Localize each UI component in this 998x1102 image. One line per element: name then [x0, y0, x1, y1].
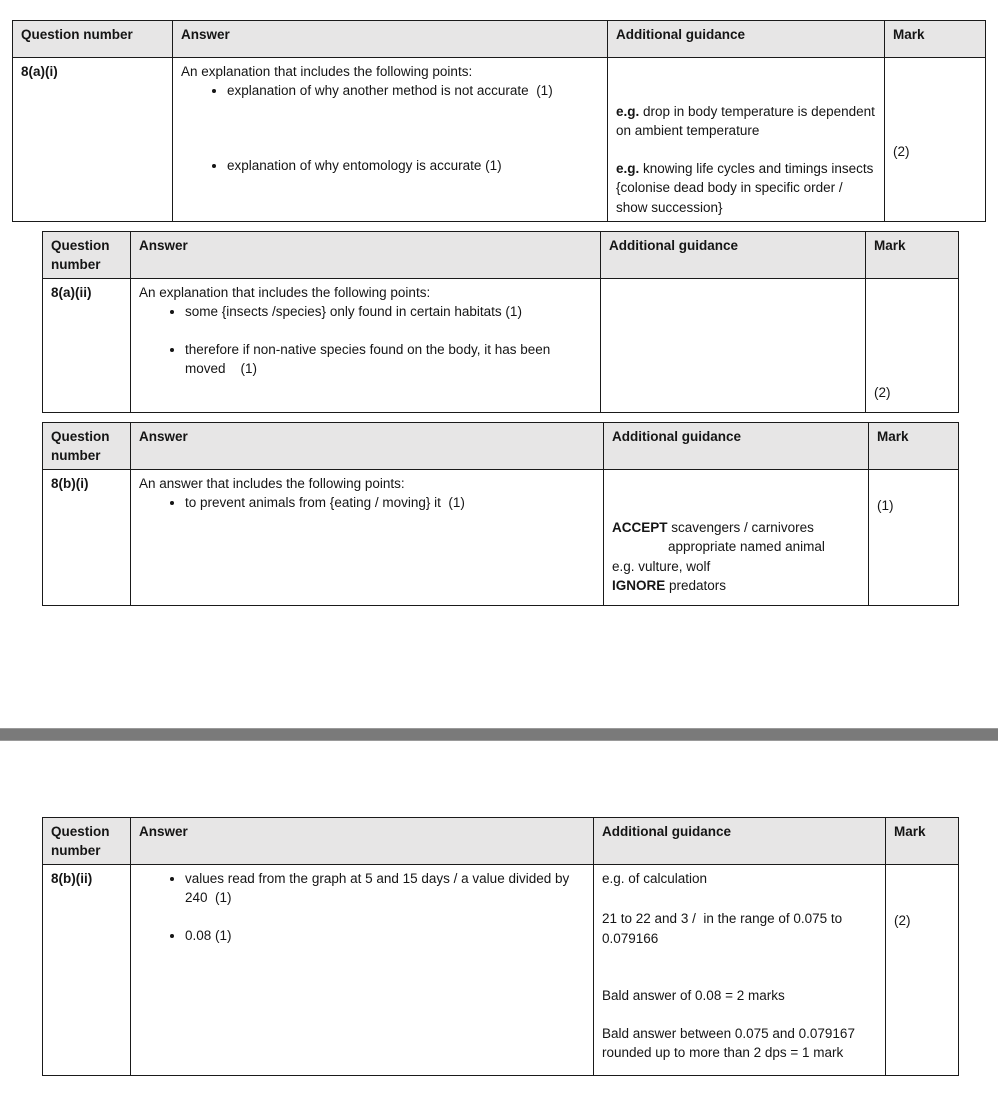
guidance-paragraph: e.g. vulture, wolf: [612, 558, 711, 574]
guidance-paragraph: 21 to 22 and 3 / in the range of 0.075 to 0.079166: [602, 911, 846, 946]
eg-label: e.g.: [616, 104, 640, 119]
table-row: [43, 470, 959, 606]
answer-bullet: • explanation of why entomology is accurate (1): [227, 156, 599, 175]
question-number-cell: 8(a)(i): [13, 58, 173, 222]
guidance-paragraph: [612, 518, 860, 537]
mark-cell: [886, 865, 959, 1076]
column-header-question-number: Question number: [13, 21, 173, 58]
guidance-text: drop in body temperature is dependent on ambient temperature: [616, 104, 879, 139]
mark-scheme-table-8ai: [12, 20, 986, 222]
guidance-paragraph: [616, 159, 876, 216]
column-header-question-number: Question number: [43, 423, 131, 470]
page-break-divider: [0, 728, 998, 741]
mark-value: (2): [893, 144, 910, 159]
mark-scheme-table-8bi: [42, 422, 959, 606]
question-number-cell: 8(b)(ii): [43, 865, 131, 1076]
column-header-additional-guidance: Additional guidance: [608, 21, 885, 58]
guidance-text: knowing life cycles and timings insects {colonise dead body in specific order / show succession}: [616, 161, 878, 215]
eg-label: e.g.: [616, 161, 640, 177]
answer-bullet: • to prevent animals from {eating / moving} it (1): [185, 493, 595, 512]
answer-cell: [131, 279, 601, 413]
answer-bullet-list: [139, 302, 592, 377]
column-header-question-number: Question number: [43, 232, 131, 279]
column-header-mark: Mark: [885, 21, 986, 58]
mark-value: (2): [874, 385, 891, 401]
answer-cell: [173, 58, 608, 222]
table-row: [43, 279, 959, 413]
answer-cell: [131, 470, 604, 606]
column-header-additional-guidance: Additional guidance: [601, 232, 866, 279]
question-number-cell: 8(a)(ii): [43, 279, 131, 413]
mark-value: (2): [894, 913, 911, 929]
answer-intro: An explanation that includes the following points:: [139, 285, 431, 301]
mark-cell: [869, 470, 959, 606]
guidance-paragraph: Bald answer of 0.08 = 2 marks: [602, 987, 785, 1003]
mark-cell: [885, 58, 986, 222]
guidance-cell: [601, 279, 866, 413]
guidance-paragraph: [612, 576, 860, 595]
column-header-answer: Answer: [173, 21, 608, 58]
guidance-text: predators: [665, 577, 727, 593]
guidance-cell: [594, 865, 886, 1076]
guidance-paragraph: Bald answer between 0.075 and 0.079167 rounded up to more than 2 dps = 1 mark: [602, 1025, 859, 1061]
answer-bullet-list: [181, 81, 599, 175]
answer-intro: An answer that includes the following points:: [139, 476, 405, 492]
answer-bullet: • 0.08 (1): [185, 926, 585, 945]
mark-scheme-table-8bii: [42, 817, 959, 1076]
header-row: [43, 818, 959, 865]
column-header-additional-guidance: Additional guidance: [594, 818, 886, 865]
mark-cell: [866, 279, 959, 413]
answer-bullet: • some {insects /species} only found in certain habitats (1): [185, 302, 592, 321]
column-header-mark: Mark: [869, 423, 959, 470]
answer-bullet: • therefore if non-native species found on the body, it has been moved (1): [185, 340, 592, 378]
header-row: [43, 232, 959, 279]
answer-bullet-list: [139, 869, 585, 944]
guidance-text: scavengers / carnivores: [667, 520, 814, 536]
accept-label: ACCEPT: [612, 520, 668, 536]
column-header-answer: Answer: [131, 232, 601, 279]
table-row: [43, 865, 959, 1076]
column-header-mark: Mark: [886, 818, 959, 865]
mark-scheme-table-8aii: [42, 231, 959, 413]
column-header-answer: Answer: [131, 818, 594, 865]
answer-bullet-list: [139, 493, 595, 512]
guidance-paragraph: e.g. of calculation: [602, 871, 708, 887]
guidance-cell: [604, 470, 869, 606]
question-number-cell: 8(b)(i): [43, 470, 131, 606]
guidance-cell: [608, 58, 885, 222]
mark-value: (1): [877, 498, 894, 514]
answer-cell: [131, 865, 594, 1076]
answer-intro: An explanation that includes the following points:: [181, 64, 473, 79]
answer-bullet: • explanation of why another method is not accurate (1): [227, 81, 599, 100]
guidance-paragraph: appropriate named animal: [668, 539, 825, 555]
header-row: [43, 423, 959, 470]
column-header-additional-guidance: Additional guidance: [604, 423, 869, 470]
answer-bullet: • values read from the graph at 5 and 15 days / a value divided by 240 (1): [185, 869, 585, 907]
column-header-question-number: Question number: [43, 818, 131, 865]
column-header-mark: Mark: [866, 232, 959, 279]
column-header-answer: Answer: [131, 423, 604, 470]
ignore-label: IGNORE: [612, 577, 666, 593]
table-row: [13, 58, 986, 222]
header-row: [13, 21, 986, 58]
guidance-paragraph: [616, 102, 879, 140]
